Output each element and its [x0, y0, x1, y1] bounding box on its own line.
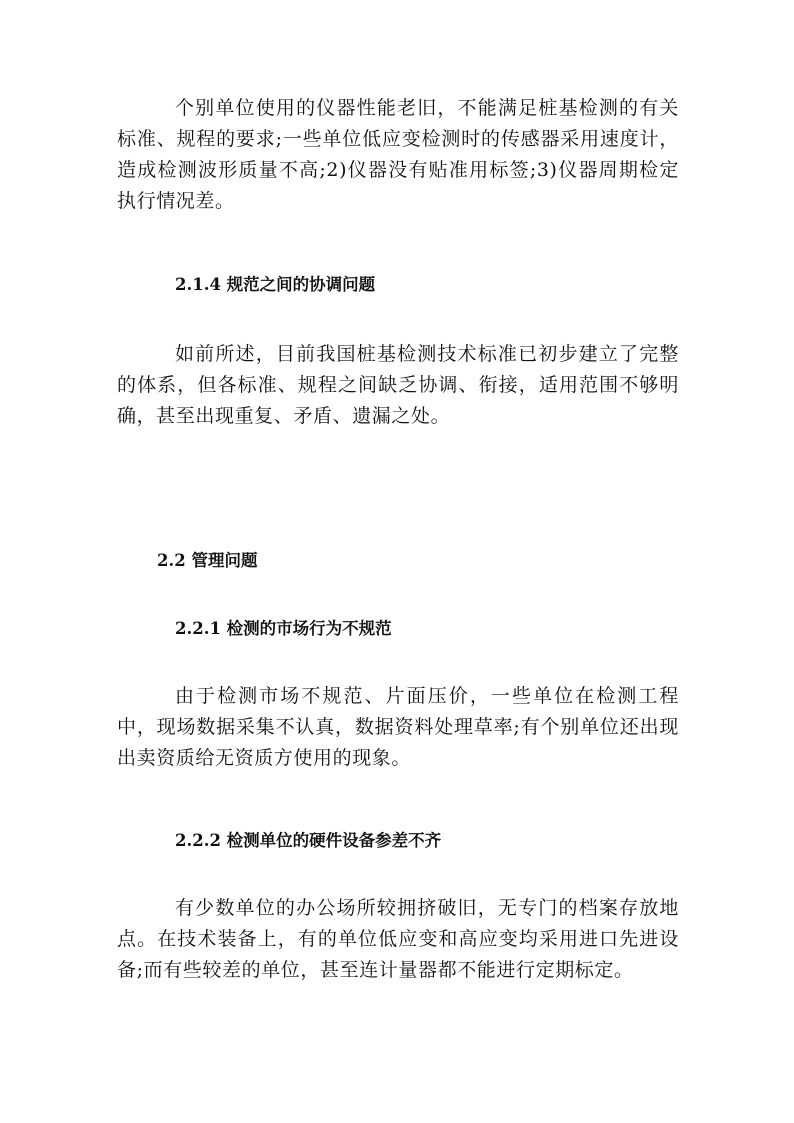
section-heading-2-2-2: 2.2.2 检测单位的硬件设备参差不齐 [175, 831, 442, 850]
paragraph-standards-coordination: 如前所述，目前我国桩基检测技术标准已初步建立了完整的体系，但各标准、规程之间缺乏协调、衔接，适用范围不够明确，甚至出现重复、矛盾、遗漏之处。 [117, 343, 679, 427]
paragraph-hardware-equipment: 有少数单位的办公场所较拥挤破旧，无专门的档案存放地点。在技术装备上，有的单位低应变和高应变均采用进口先进设备;而有些较差的单位，甚至连计量器都不能进行定期标定。 [117, 897, 679, 981]
section-heading-2-2: 2.2 管理问题 [157, 551, 258, 570]
paragraph-instrument-issues: 个别单位使用的仪器性能老旧，不能满足桩基检测的有关标准、规程的要求;一些单位低应变检测时的传感器采用速度计，造成检测波形质量不高;2)仪器没有贴准用标签;3)仪器周期检定执行情况差。 [117, 97, 679, 212]
section-heading-2-2-1: 2.2.1 检测的市场行为不规范 [175, 619, 392, 638]
paragraph-market-behavior: 由于检测市场不规范、片面压价，一些单位在检测工程中，现场数据采集不认真，数据资料处理草率;有个别单位还出现出卖资质给无资质方使用的现象。 [117, 685, 679, 769]
section-heading-2-1-4: 2.1.4 规范之间的协调问题 [175, 275, 376, 294]
